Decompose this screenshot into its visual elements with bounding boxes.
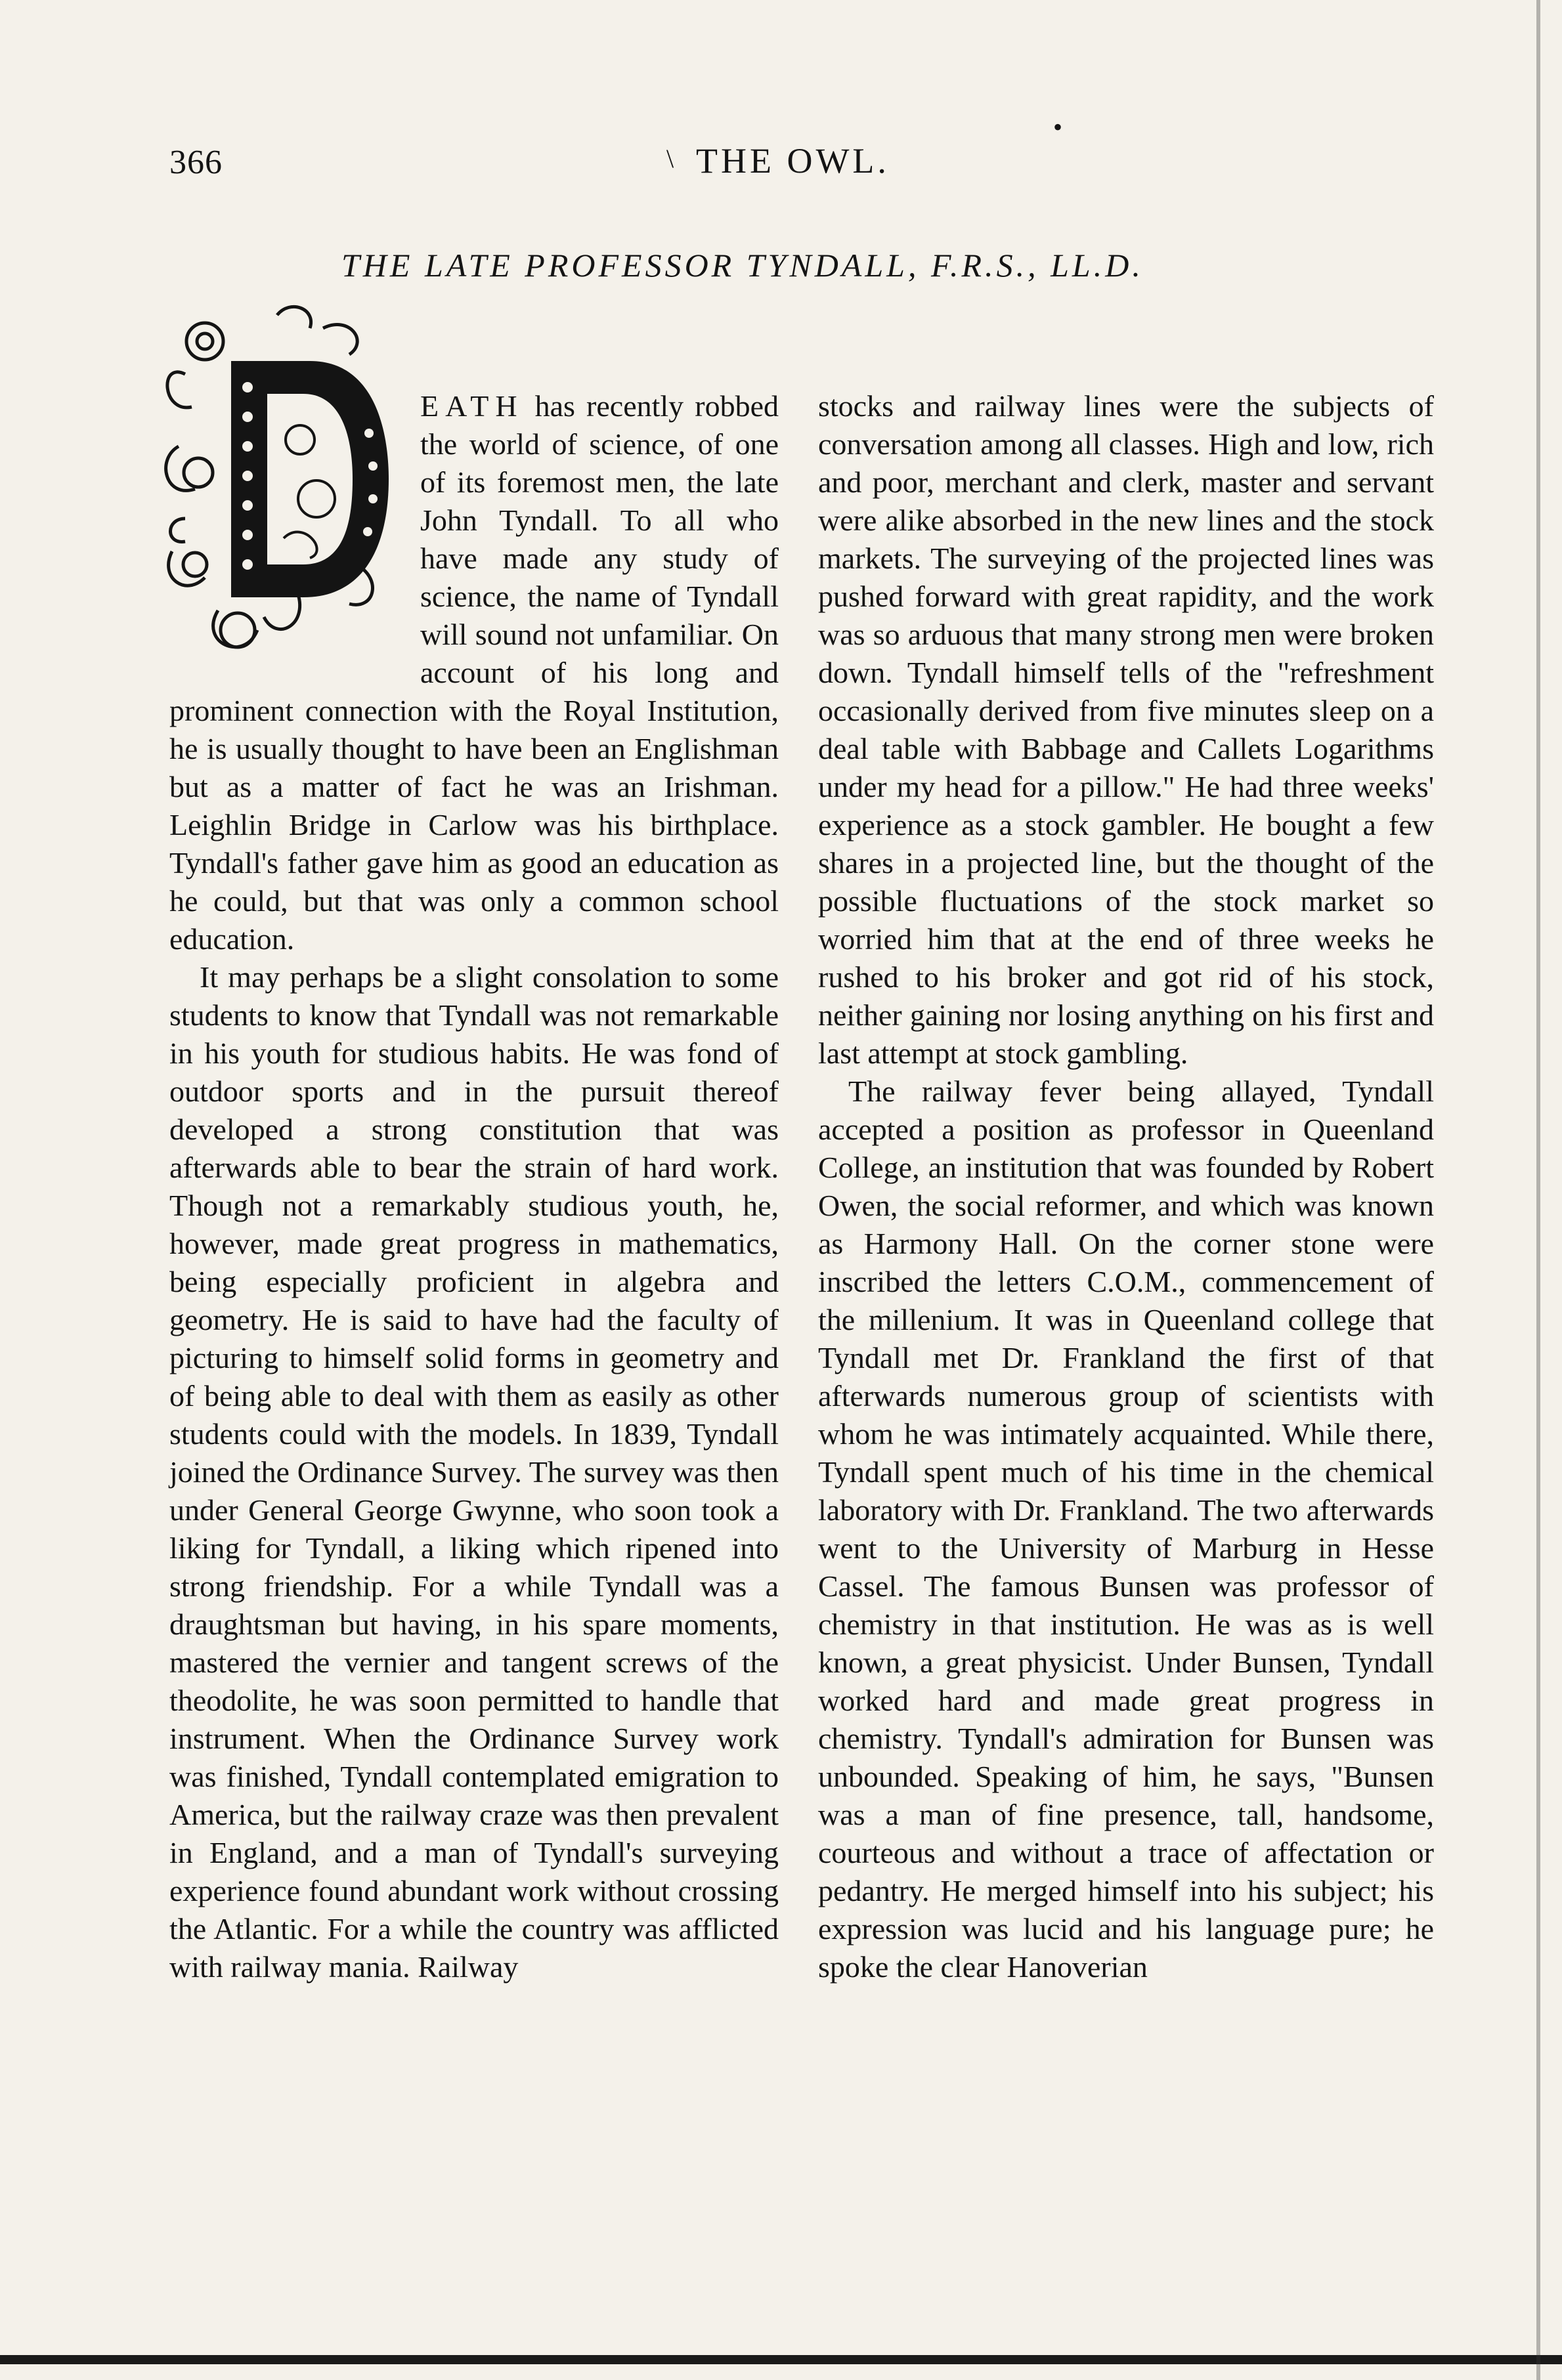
paragraph-2: It may perhaps be a slight consolation to some students to know that Tyndall was not remarkable in his youth for studious habits. He was fond of outdoor sports and in the pursuit thereof developed a strong constitution that was afterwards able to bear the strain of hard work. Though not a remarkably studious youth, he, however, made great progress in mathematics, being especially proficient in algebra and geometry. He is said to have had the faculty of picturing to himself solid forms in geometry and of being able to deal with them as easily as other students could with the models. In 1839, Tyndall joined the Ordinance Survey. The survey was then under General George Gwynne, who soon took a liking for Tyndall, a liking which ripened into strong friendship. For a while Tyndall was a draughtsman but having, in his spare moments, mastered the vernier and tangent screws of the theodolite, he was soon permitted to handle that instrument. When the Ordinance Survey work was finished, Tyndall contemplated emigration to America, but the railway craze was then prevalent in England, and a man of Tyndall's surveying experience found abundant work without crossing the Atlantic. For a while the country was afflicted with railway mania. Railway [169, 960, 779, 1984]
dot-mark: • [1053, 112, 1063, 142]
page-edge-shadow [1536, 0, 1540, 2380]
page-number: 366 [169, 144, 223, 181]
stray-mark: \ [666, 144, 674, 173]
left-column [169, 387, 779, 1986]
running-head: THE OWL. [696, 141, 890, 181]
lead-caps: EATH [420, 389, 524, 423]
ornamental-d-icon [159, 302, 403, 669]
paragraph-1 [169, 387, 779, 958]
paragraph-3: stocks and railway lines were the subjects of conversation among all classes. High and low, rich and poor, merchant and clerk, master and servant were alike absorbed in the new lines and the stock markets. The surveying of the projected lines was pushed forward with great rapidity, and the work was so arduous that many strong men were broken down. Tyndall himself tells of the "refreshment occasionally derived from five minutes sleep on a deal table with Babbage and Callets Logarithms under my head for a pillow." He had three weeks' experience as a stock gambler. He bought a few shares in a projected line, but the thought of the possible fluctuations of the stock market so worried him that at the end of three weeks he rushed to his broker and got rid of his stock, neither gaining nor losing anything on his first and last attempt at stock gambling. [818, 389, 1434, 1070]
paragraph-4: The railway fever being allayed, Tyndall accepted a position as professor in Queenland College, an institution that was founded by Robert Owen, the social reformer, and which was known as Harmony Hall. On the corner stone were inscribed the letters C.O.M., commencement of the millenium. It was in Queenland college that Tyndall met Dr. Frankland the first of that afterwards numerous group of scientists with whom he was intimately acquainted. While there, Tyndall spent much of his time in the chemical laboratory with Dr. Frankland. The two afterwards went to the University of Marburg in Hesse Cassel. The famous Bunsen was professor of chemistry in that institution. He was as is well known, a great physicist. Under Bunsen, Tyndall worked hard and made great progress in chemistry. Tyndall's admiration for Bunsen was unbounded. Speaking of him, he says, "Bunsen was a man of fine presence, tall, handsome, courteous and without a trace of affectation or pedantry. He merged himself into his subject; his expression was lucid and his language pure; he spoke the clear Hanoverian [818, 1074, 1434, 1984]
right-column [818, 387, 1434, 1986]
paragraph-1-text: has recently robbed the world of science, of one of its foremost men, the late John Tyndall. To all who have made any study of science, the name of Tyndall will sound not unfamiliar. On account of his long and prominent connection with the Royal Institution, he is usually thought to have been an Englishman but as a matter of fact he was an Irishman. Leighlin Bridge in Carlow was his birthplace. Tyndall's father gave him as good an education as he could, but that was only a common school education. [169, 389, 779, 956]
bottom-rule [0, 2355, 1562, 2364]
ornamental-drop-cap [159, 302, 403, 669]
article-title: THE LATE PROFESSOR TYNDALL, F.R.S., LL.D. [341, 247, 1144, 284]
